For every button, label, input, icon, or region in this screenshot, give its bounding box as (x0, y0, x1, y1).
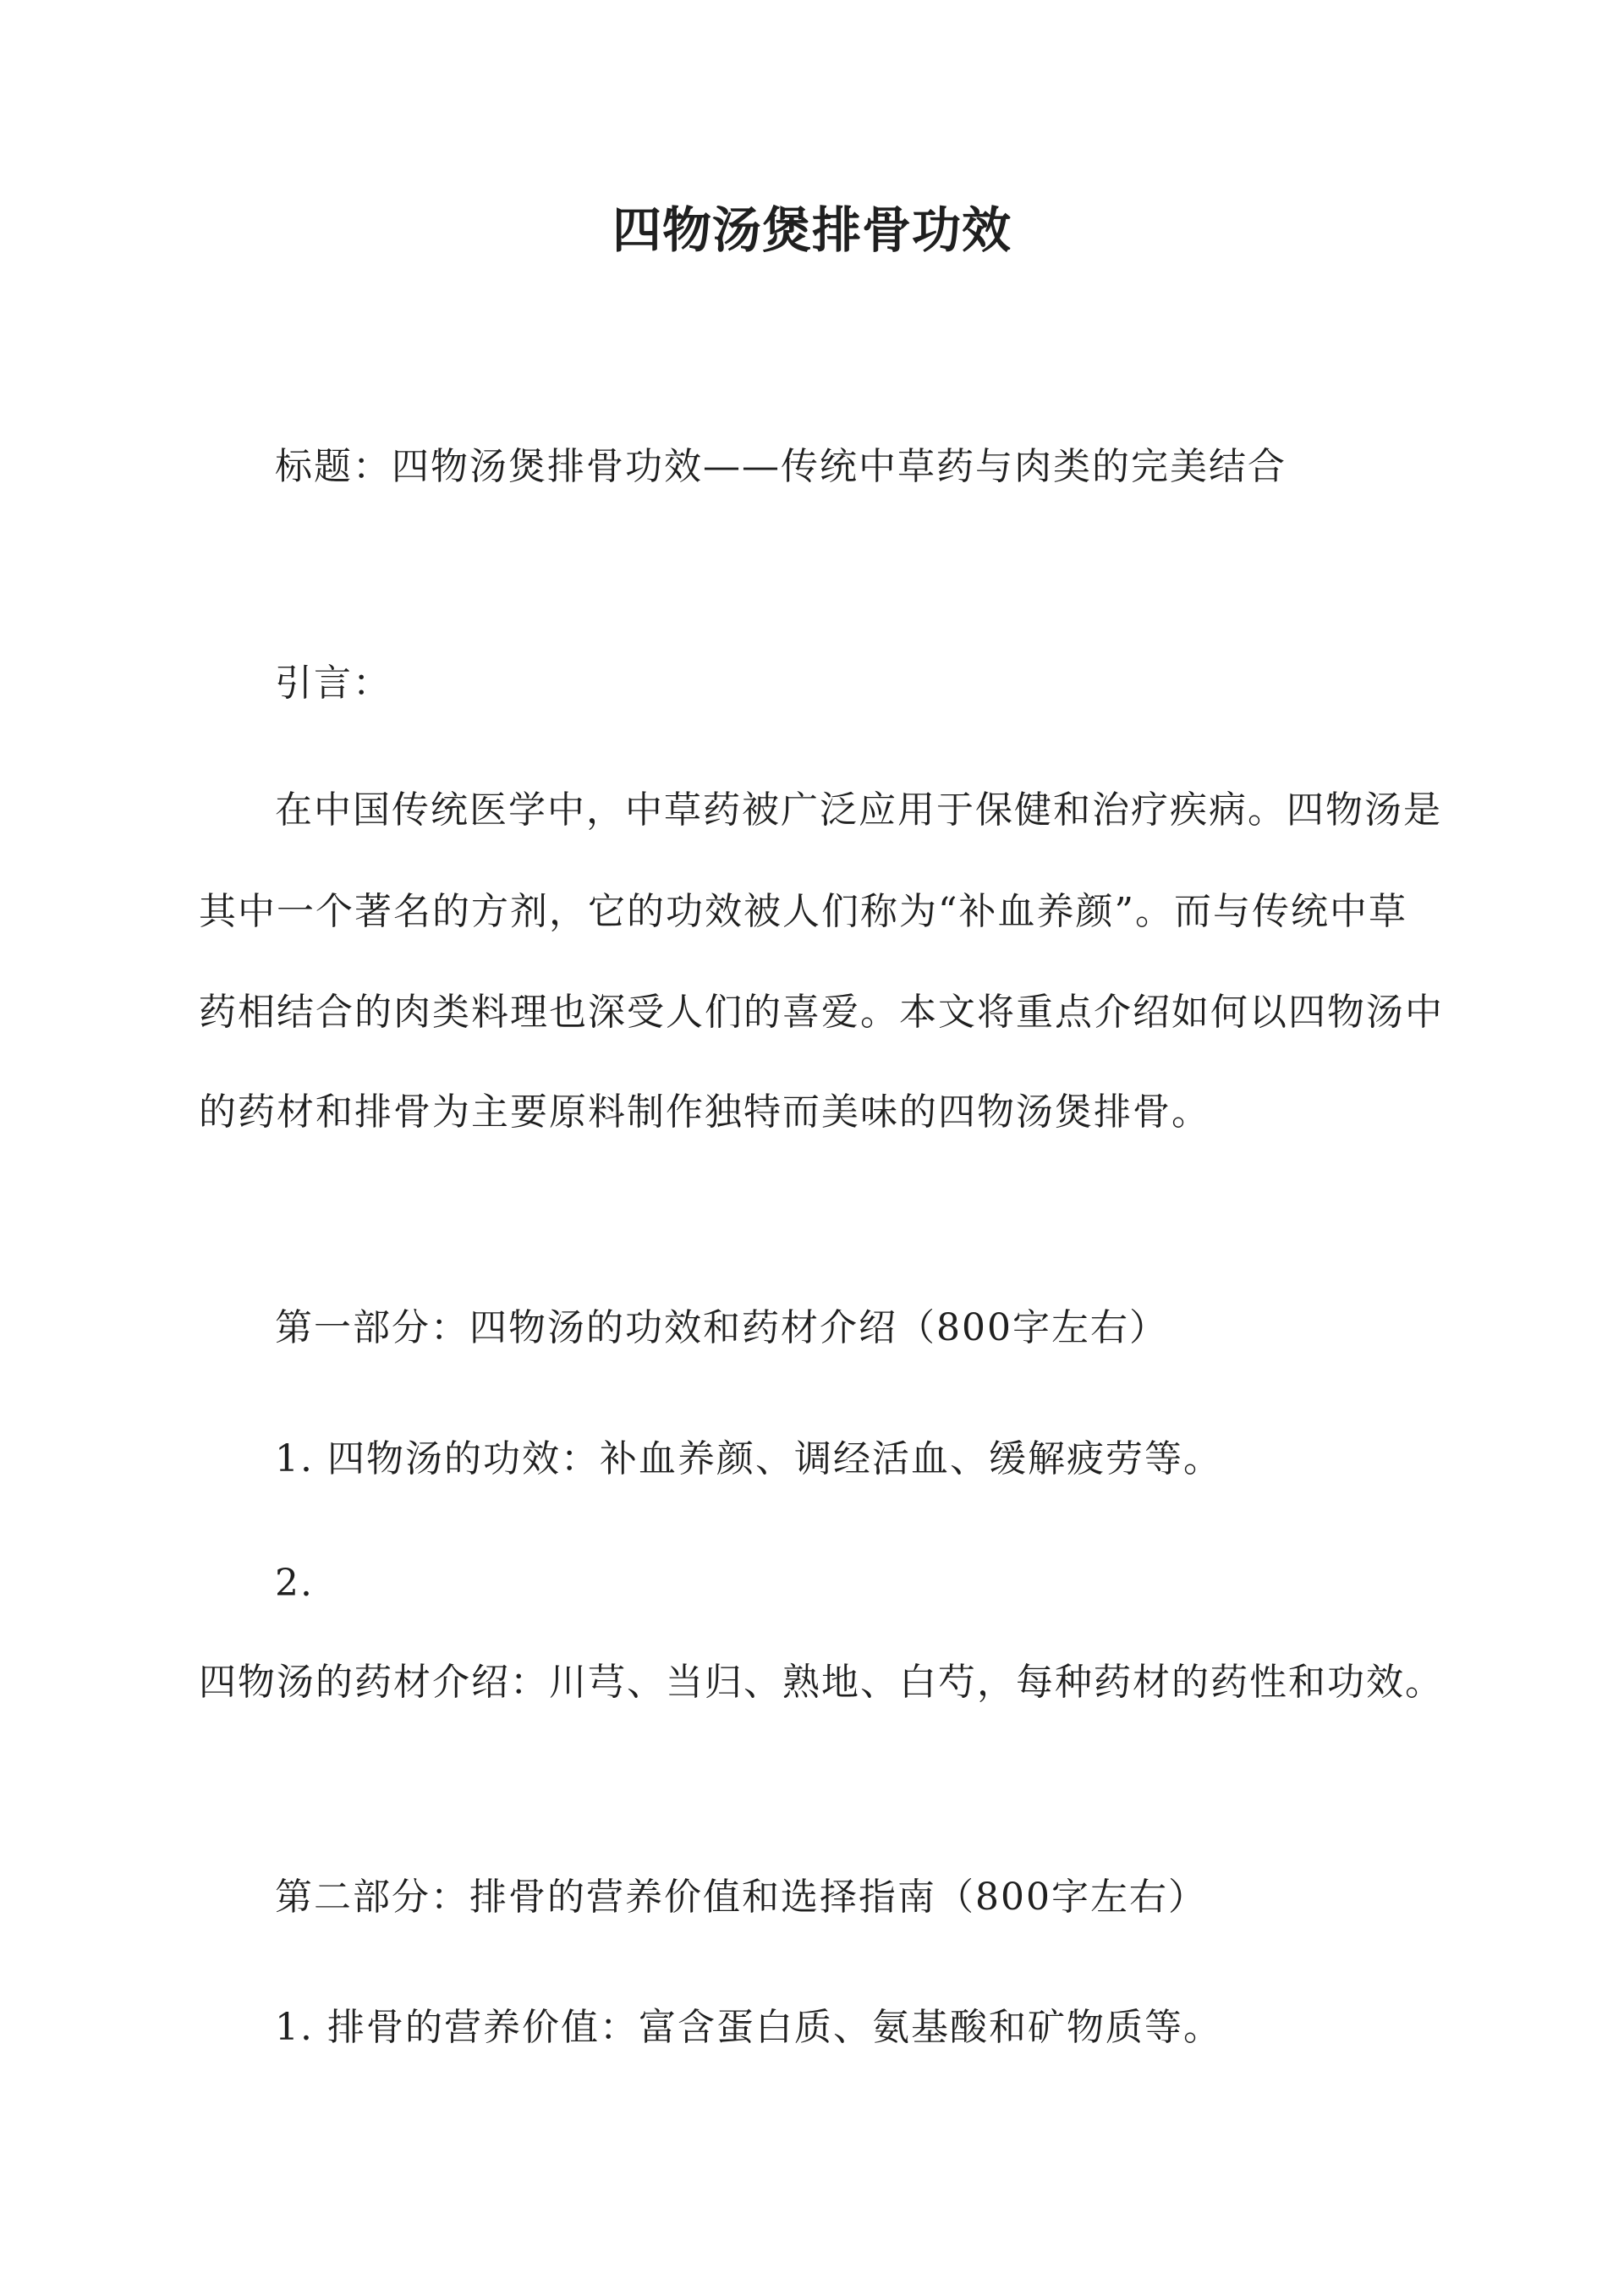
document-title: 四物汤煲排骨功效 (612, 201, 1012, 259)
subtitle-line: 标题：四物汤煲排骨功效——传统中草药与肉类的完美结合 (275, 445, 1287, 488)
part2-heading: 第二部分：排骨的营养价值和选择指南（800字左右） (275, 1876, 1207, 1919)
intro-paragraph-line-2: 其中一个著名的方剂，它的功效被人们称为“补血养颜”。而与传统中草 (199, 890, 1407, 933)
part2-item-1: 1. 排骨的营养价值：富含蛋白质、氨基酸和矿物质等。 (275, 2006, 1222, 2049)
part1-item-2-number: 2. (275, 1562, 314, 1605)
part1-item-1: 1. 四物汤的功效：补血养颜、调经活血、缓解疲劳等。 (275, 1437, 1222, 1480)
part1-item-2-text: 四物汤的药材介绍：川芎、当归、熟地、白芍，每种药材的药性和功效。 (199, 1661, 1444, 1704)
intro-paragraph-line-1: 在中国传统医学中，中草药被广泛应用于保健和治疗疾病。四物汤是 (275, 788, 1442, 832)
intro-heading: 引言： (275, 662, 392, 705)
intro-paragraph-line-4: 的药材和排骨为主要原料制作独特而美味的四物汤煲排骨。 (199, 1090, 1210, 1134)
intro-paragraph-line-3: 药相结合的肉类料理也深受人们的喜爱。本文将重点介绍如何以四物汤中 (199, 991, 1444, 1034)
part1-heading: 第一部分：四物汤的功效和药材介绍（800字左右） (275, 1306, 1168, 1349)
